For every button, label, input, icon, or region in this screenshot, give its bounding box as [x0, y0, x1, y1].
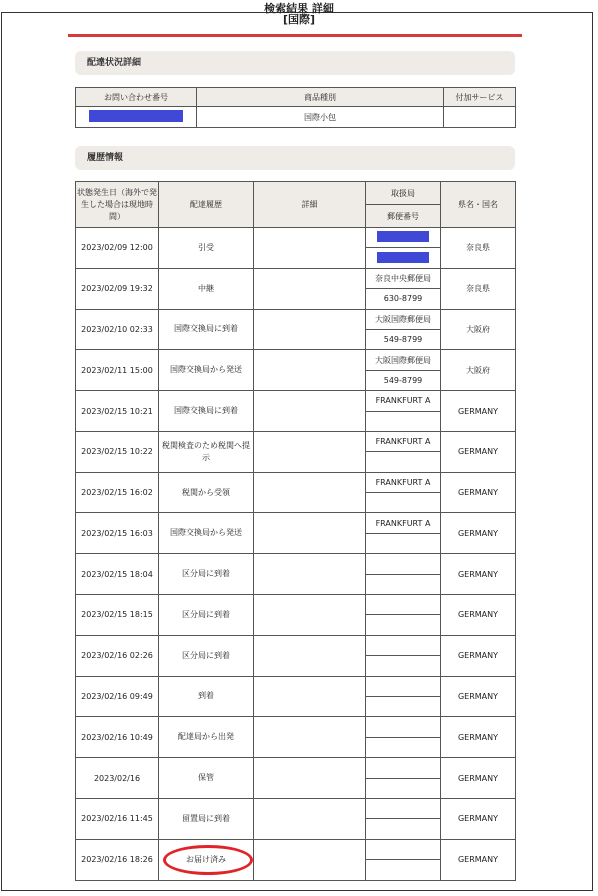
- history-postal-code: [366, 819, 441, 839]
- history-status: 国際交換局から発送: [159, 513, 254, 554]
- history-postal-code: [366, 696, 441, 716]
- history-region: GERMANY: [441, 595, 516, 636]
- history-office: [366, 758, 441, 778]
- history-postal-code: [366, 533, 441, 553]
- title-line-2: [国際]: [282, 13, 316, 26]
- history-date: 2023/02/16 02:26: [76, 635, 159, 676]
- delivery-section-heading: 配達状況詳細: [75, 51, 515, 75]
- history-region: GERMANY: [441, 839, 516, 880]
- history-table: [75, 181, 516, 881]
- history-postal-code: [366, 860, 441, 880]
- history-office: [366, 798, 441, 818]
- history-date: 2023/02/16 11:45: [76, 798, 159, 839]
- history-status: 区分局に到着: [159, 635, 254, 676]
- history-postal-code: [366, 248, 441, 268]
- delivered-highlight-circle: [163, 845, 253, 875]
- history-office: 大阪国際郵便局: [366, 309, 441, 329]
- page-title: [0, 3, 598, 25]
- history-status: 中継: [159, 268, 254, 309]
- table-row: [76, 798, 516, 818]
- history-detail: [254, 595, 366, 636]
- table-row: [76, 839, 516, 859]
- history-status: 留置局に到着: [159, 798, 254, 839]
- history-postal-code: 549-8799: [366, 329, 441, 349]
- history-postal-code: [366, 411, 441, 431]
- history-detail: [254, 717, 366, 758]
- history-region: GERMANY: [441, 554, 516, 595]
- history-office: FRANKFURT A: [366, 431, 441, 451]
- history-date: 2023/02/15 18:04: [76, 554, 159, 595]
- history-detail: [254, 391, 366, 432]
- tracking-number-cell: [76, 107, 197, 128]
- table-row: [76, 554, 516, 574]
- history-office: [366, 635, 441, 655]
- table-row: [76, 595, 516, 615]
- additional-service-cell: [444, 107, 516, 128]
- history-region: 奈良県: [441, 228, 516, 269]
- history-region: 奈良県: [441, 268, 516, 309]
- history-date: 2023/02/15 18:15: [76, 595, 159, 636]
- history-date: 2023/02/15 10:21: [76, 391, 159, 432]
- table-row: [76, 717, 516, 737]
- history-postal-code: [366, 778, 441, 798]
- history-office: 大阪国際郵便局: [366, 350, 441, 370]
- history-date: 2023/02/16 10:49: [76, 717, 159, 758]
- history-status: 引受: [159, 228, 254, 269]
- header-item-type: 商品種別: [197, 88, 444, 107]
- history-status: 区分局に到着: [159, 595, 254, 636]
- table-row: [76, 391, 516, 411]
- header-postal-code: 郵便番号: [366, 205, 441, 228]
- history-detail: [254, 472, 366, 513]
- history-status: 税関から受領: [159, 472, 254, 513]
- history-region: GERMANY: [441, 391, 516, 432]
- history-office: 奈良中央郵便局: [366, 268, 441, 288]
- history-office: [366, 676, 441, 696]
- history-postal-code: [366, 493, 441, 513]
- history-status: 区分局に到着: [159, 554, 254, 595]
- header-status: 配達履歴: [159, 182, 254, 228]
- item-type-cell: 国際小包: [197, 107, 444, 128]
- history-region: GERMANY: [441, 472, 516, 513]
- history-detail: [254, 350, 366, 391]
- history-detail: [254, 839, 366, 880]
- history-status: お届け済み: [159, 839, 254, 880]
- history-detail: [254, 758, 366, 799]
- history-postal-code: [366, 615, 441, 635]
- history-detail: [254, 635, 366, 676]
- history-date: 2023/02/11 15:00: [76, 350, 159, 391]
- history-office: FRANKFURT A: [366, 391, 441, 411]
- history-postal-code: [366, 452, 441, 472]
- history-date: 2023/02/09 12:00: [76, 228, 159, 269]
- history-date: 2023/02/15 16:02: [76, 472, 159, 513]
- redacted-tracking-number: [89, 110, 183, 122]
- history-status: 国際交換局に到着: [159, 309, 254, 350]
- header-office: 取扱局: [366, 182, 441, 205]
- history-date: 2023/02/16 18:26: [76, 839, 159, 880]
- history-office: [366, 717, 441, 737]
- history-region: GERMANY: [441, 635, 516, 676]
- history-date: 2023/02/10 02:33: [76, 309, 159, 350]
- table-row: [76, 431, 516, 451]
- table-row: [76, 472, 516, 492]
- history-detail: [254, 268, 366, 309]
- summary-table: [75, 87, 516, 128]
- history-detail: [254, 228, 366, 269]
- header-additional-service: 付加サービス: [444, 88, 516, 107]
- history-status: 国際交換局から発送: [159, 350, 254, 391]
- header-tracking-number: お問い合わせ番号: [76, 88, 197, 107]
- history-region: GERMANY: [441, 717, 516, 758]
- history-status: 保管: [159, 758, 254, 799]
- history-office: FRANKFURT A: [366, 513, 441, 533]
- history-postal-code: 630-8799: [366, 289, 441, 309]
- history-office: [366, 595, 441, 615]
- history-date: 2023/02/16: [76, 758, 159, 799]
- history-detail: [254, 798, 366, 839]
- table-row: [76, 635, 516, 655]
- history-status: 配達局から出発: [159, 717, 254, 758]
- header-detail: 詳細: [254, 182, 366, 228]
- history-status: 到着: [159, 676, 254, 717]
- table-row: [76, 676, 516, 696]
- title-line-1: 検索結果 詳細: [264, 2, 334, 15]
- table-row: [76, 513, 516, 533]
- history-postal-code: 549-8799: [366, 370, 441, 390]
- history-detail: [254, 513, 366, 554]
- history-office: FRANKFURT A: [366, 472, 441, 492]
- table-row: [76, 350, 516, 370]
- redacted-office: [377, 231, 429, 242]
- history-date: 2023/02/15 16:03: [76, 513, 159, 554]
- history-detail: [254, 676, 366, 717]
- history-status: 税関検査のため税関へ提示: [159, 431, 254, 472]
- history-office: [366, 228, 441, 248]
- history-section-heading: 履歴情報: [75, 146, 515, 170]
- table-row: [76, 228, 516, 248]
- history-date: 2023/02/15 10:22: [76, 431, 159, 472]
- history-office: [366, 554, 441, 574]
- history-region: GERMANY: [441, 676, 516, 717]
- redacted-postal-code: [377, 252, 429, 263]
- header-region: 県名・国名: [441, 182, 516, 228]
- history-region: 大阪府: [441, 350, 516, 391]
- history-date: 2023/02/16 09:49: [76, 676, 159, 717]
- history-detail: [254, 309, 366, 350]
- history-postal-code: [366, 656, 441, 676]
- title-divider: [68, 34, 522, 37]
- history-region: GERMANY: [441, 798, 516, 839]
- history-region: GERMANY: [441, 431, 516, 472]
- history-detail: [254, 431, 366, 472]
- table-row: [76, 268, 516, 288]
- history-region: GERMANY: [441, 513, 516, 554]
- table-row: [76, 758, 516, 778]
- header-date: 状態発生日（海外で発生した場合は現地時間）: [76, 182, 159, 228]
- table-row: [76, 309, 516, 329]
- history-postal-code: [366, 737, 441, 757]
- history-date: 2023/02/09 19:32: [76, 268, 159, 309]
- history-region: 大阪府: [441, 309, 516, 350]
- history-detail: [254, 554, 366, 595]
- history-region: GERMANY: [441, 758, 516, 799]
- history-postal-code: [366, 574, 441, 594]
- history-office: [366, 839, 441, 859]
- history-status: 国際交換局に到着: [159, 391, 254, 432]
